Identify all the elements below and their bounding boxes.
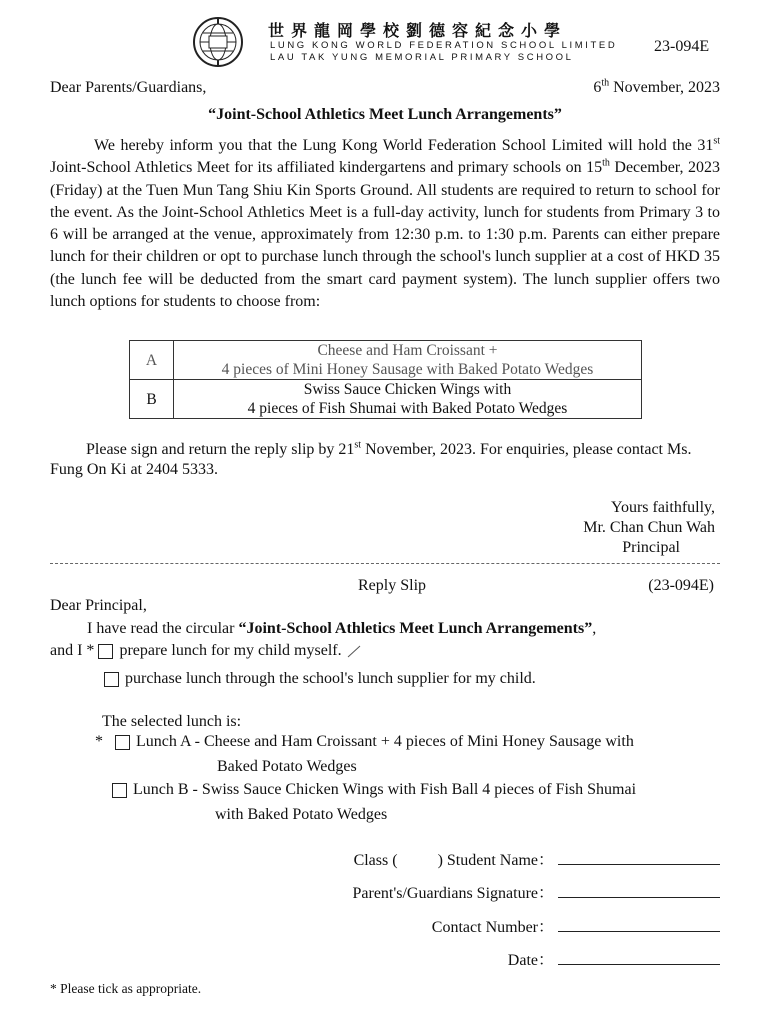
- lunch-a-checkbox[interactable]: [115, 735, 130, 750]
- purchase-lunch-label: purchase lunch through the school's lunch supplier for my child.: [125, 670, 536, 687]
- student-name-input[interactable]: [558, 850, 720, 865]
- lunch-option-row: [130, 380, 642, 419]
- date-field: Date：: [508, 947, 720, 970]
- acknowledgement-line: I have read the circular “Joint-School Athletics Meet Lunch Arrangements”,: [87, 620, 597, 637]
- lunch-options-table: [129, 340, 642, 419]
- cut-line: [50, 563, 720, 564]
- lunch-a-label: Lunch A - Cheese and Ham Croissant + 4 pieces of Mini Honey Sausage with: [136, 733, 634, 750]
- letter-title: “Joint-School Athletics Meet Lunch Arrangements”: [208, 106, 562, 123]
- school-name-chinese: 世界龍岡學校劉德容紀念小學: [268, 23, 568, 40]
- signature-field: Parent's/Guardians Signature：: [352, 880, 720, 903]
- purchase-lunch-checkbox[interactable]: [104, 672, 119, 687]
- lunch-option-row: [130, 341, 642, 380]
- contact-number-input[interactable]: [558, 917, 720, 932]
- circular-reference: 23-094E: [654, 38, 710, 55]
- option-purchase-row: [104, 670, 536, 688]
- school-name-line-1: LUNG KONG WORLD FEDERATION SCHOOL LIMITED: [270, 40, 618, 51]
- paragraph-1: We hereby inform you that the Lung Kong World Federation School Limited will hold the 31st Joint-School Athletics Meet for its affiliated kindergartens and primary schools on 15th December, 2023 (Friday) at the Tuen Mun Tang Shiu Kin Sports Ground. All students are required to return to school for the event. As the Joint-School Athletics Meet is a full-day activity, lunch for students from Primary 3 to 6 will be arranged at the venue, approximately from 12:30 p.m. to 1:30 p.m. Parents can either prepare lunch for their children or opt to purchase lunch through the school's lunch supplier at a cost of HKD 35 (the lunch fee will be deducted from the smart card payment system). The lunch supplier offers two lunch options for students to choose from:: [50, 135, 720, 311]
- option-prepare-row: and I * prepare lunch for my child myself.: [50, 642, 362, 660]
- letter-body: [50, 135, 720, 313]
- school-logo-icon: [192, 16, 244, 68]
- closing-phrase: Yours faithfully,: [610, 499, 715, 516]
- reply-slip-reference: (23-094E): [648, 577, 714, 594]
- lunch-b-option: [112, 781, 636, 799]
- lunch-b-label-cont: with Baked Potato Wedges: [215, 806, 388, 823]
- reply-deadline-paragraph: Please sign and return the reply slip by 21st November, 2023. For enquiries, please contact Ms. Fung On Ki at 2404 5333.: [50, 439, 692, 478]
- option-code: B: [130, 380, 174, 419]
- signer-name: Mr. Chan Chun Wah: [583, 519, 715, 536]
- lunch-b-checkbox[interactable]: [112, 783, 127, 798]
- lunch-a-label-cont: Baked Potato Wedges: [217, 758, 357, 775]
- school-name-english: [270, 40, 617, 64]
- prepare-lunch-checkbox[interactable]: [98, 644, 113, 659]
- letter-date: 6th November, 2023: [593, 77, 720, 96]
- lunch-a-option: * Lunch A - Cheese and Ham Croissant + 4 pieces of Mini Honey Sausage with: [95, 733, 634, 750]
- pen-stroke-icon: [346, 643, 362, 659]
- greeting: Dear Parents/Guardians,: [50, 79, 207, 96]
- option-code: A: [130, 341, 174, 380]
- reply-slip-title: Reply Slip: [358, 577, 427, 594]
- letter-closing: [583, 498, 715, 558]
- date-input[interactable]: [558, 950, 720, 965]
- school-name-line-2: LAU TAK YUNG MEMORIAL PRIMARY SCHOOL: [270, 52, 574, 63]
- option-description: Cheese and Ham Croissant + 4 pieces of Mini Honey Sausage with Baked Potato Wedges: [174, 341, 642, 380]
- reply-greeting: Dear Principal,: [50, 597, 147, 614]
- lunch-b-label: Lunch B - Swiss Sauce Chicken Wings with Fish Ball 4 pieces of Fish Shumai: [133, 781, 637, 798]
- contact-number-field: Contact Number：: [432, 914, 720, 937]
- option-description: Swiss Sauce Chicken Wings with 4 pieces of Fish Shumai with Baked Potato Wedges: [174, 380, 642, 419]
- signer-role: Principal: [622, 539, 680, 556]
- selected-lunch-heading: The selected lunch is:: [102, 713, 242, 730]
- footnote: * Please tick as appropriate.: [50, 981, 202, 996]
- signature-input[interactable]: [558, 883, 720, 898]
- prepare-lunch-label: prepare lunch for my child myself.: [119, 642, 342, 659]
- class-student-name-field: Class ( ) Student Name：: [354, 847, 720, 870]
